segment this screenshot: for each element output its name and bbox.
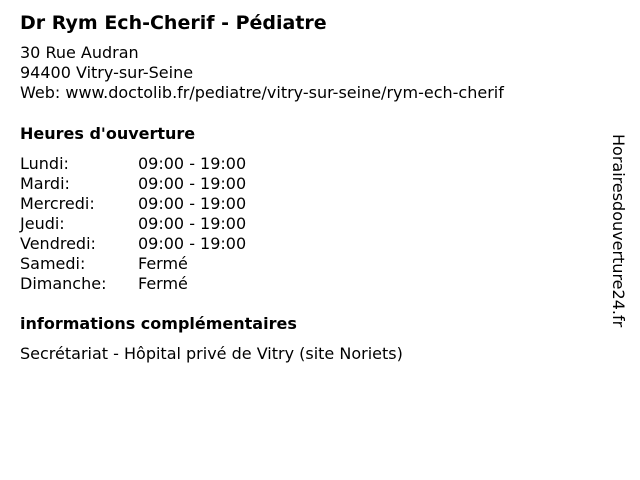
opening-hours-heading: Heures d'ouverture (20, 124, 196, 143)
hours-row-thursday (20, 214, 280, 234)
day-label: Mercredi: (20, 194, 95, 213)
address-block (20, 43, 504, 103)
time-value: 09:00 - 19:00 (138, 234, 247, 253)
city-address: 94400 Vitry-sur-Seine (20, 63, 194, 82)
hours-row-friday (20, 234, 280, 254)
day-label: Lundi: (20, 154, 69, 173)
hours-row-saturday (20, 254, 280, 274)
time-value: 09:00 - 19:00 (138, 154, 247, 173)
time-value: 09:00 - 19:00 (138, 214, 247, 233)
hours-row-sunday (20, 274, 280, 294)
time-value: Fermé (138, 274, 188, 293)
time-value: 09:00 - 19:00 (138, 194, 247, 213)
day-label: Jeudi: (20, 214, 65, 233)
hours-row-monday (20, 154, 280, 174)
day-label: Mardi: (20, 174, 70, 193)
opening-hours-table (20, 154, 280, 294)
website-link[interactable]: Web: www.doctolib.fr/pediatre/vitry-sur-seine/rym-ech-cherif (20, 83, 504, 102)
additional-info-heading: informations complémentaires (20, 314, 297, 333)
site-watermark: Horairesdouverture24.fr (609, 134, 628, 328)
day-label: Samedi: (20, 254, 86, 273)
page-title: Dr Rym Ech-Cherif - Pédiatre (20, 12, 327, 34)
day-label: Dimanche: (20, 274, 107, 293)
day-label: Vendredi: (20, 234, 96, 253)
hours-row-tuesday (20, 174, 280, 194)
time-value: Fermé (138, 254, 188, 273)
street-address: 30 Rue Audran (20, 43, 139, 62)
time-value: 09:00 - 19:00 (138, 174, 247, 193)
additional-info-text: Secrétariat - Hôpital privé de Vitry (site Noriets) (20, 344, 403, 363)
hours-row-wednesday (20, 194, 280, 214)
